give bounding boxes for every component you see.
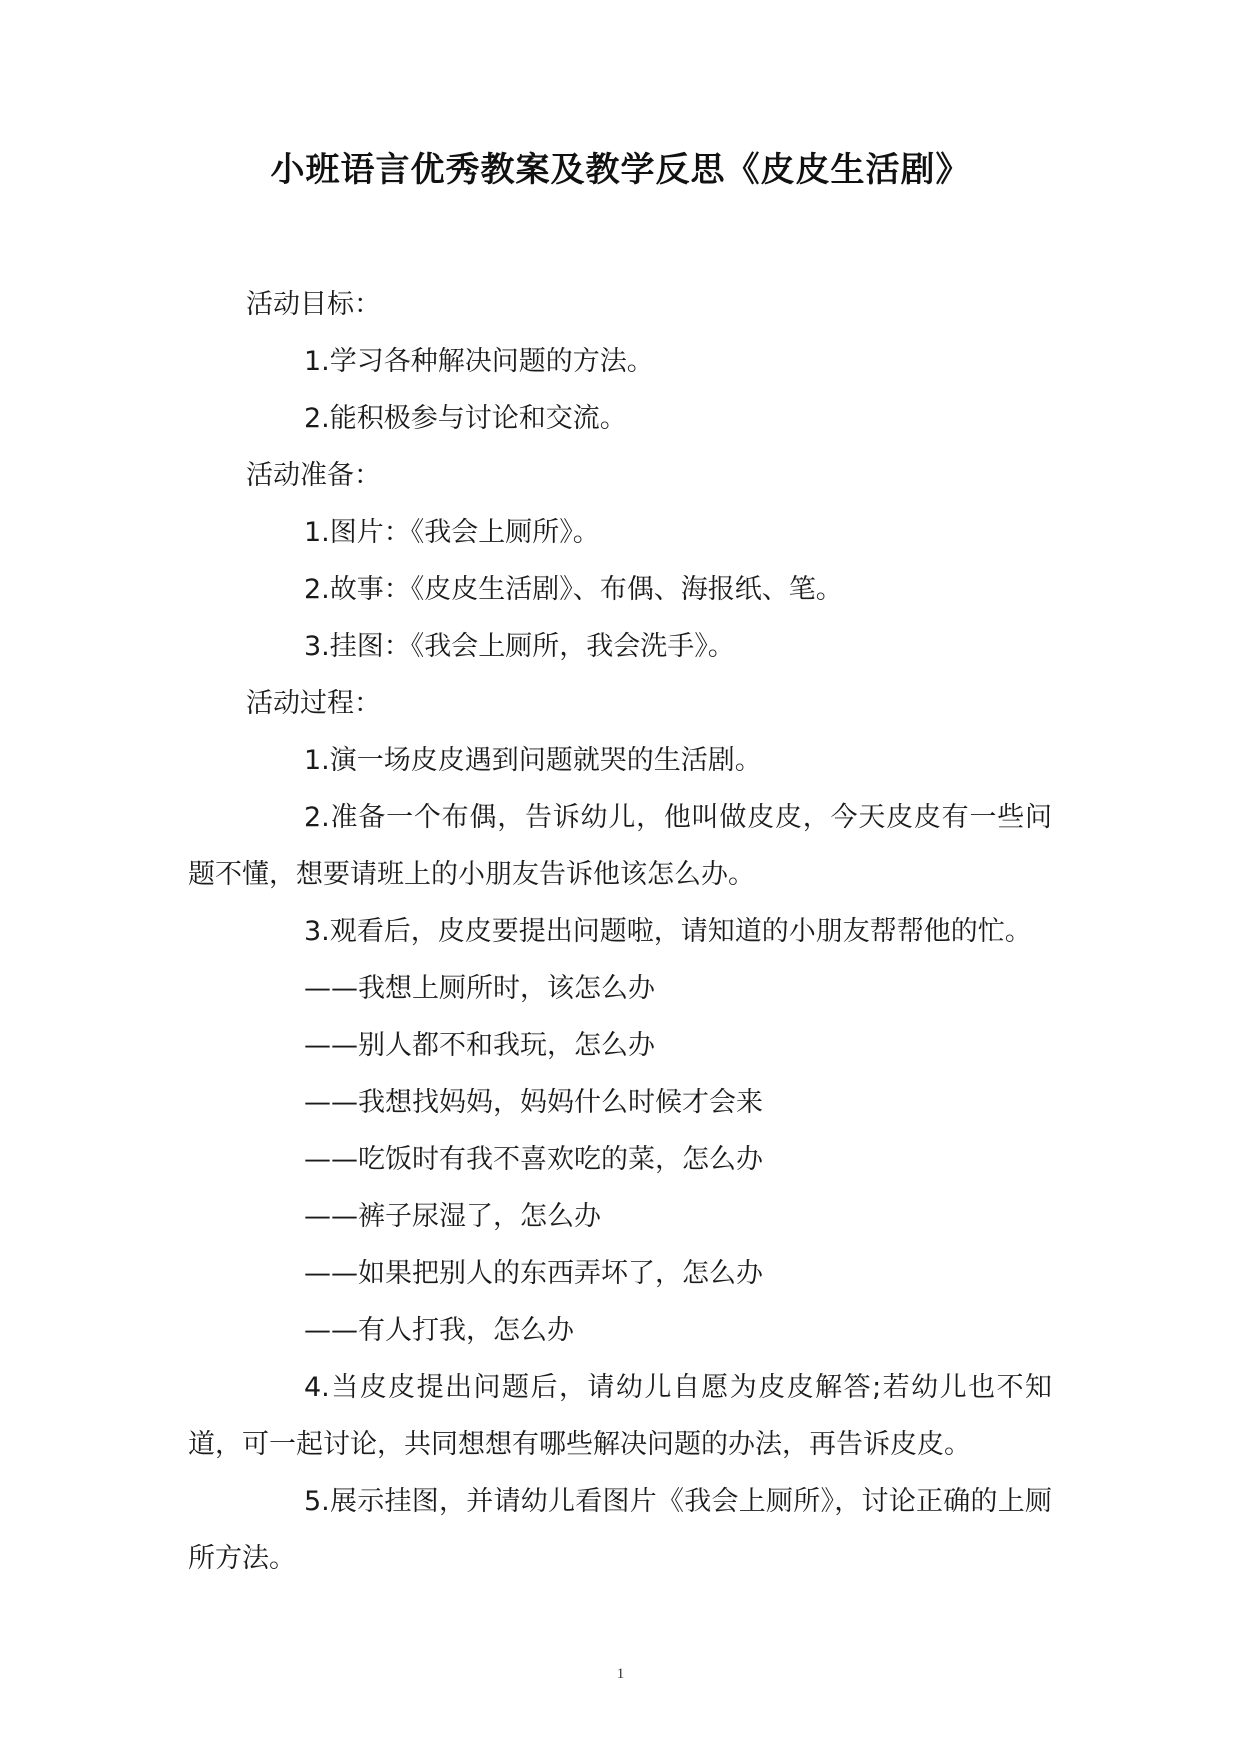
goal-item: 2.能积极参与讨论和交流。 [304,403,627,434]
process-step: 3.观看后，皮皮要提出问题啦，请知道的小朋友帮帮他的忙。 [304,916,1032,947]
preparation-item: 2.故事：《皮皮生活剧》、布偶、海报纸、笔。 [304,574,843,605]
document-body [188,276,1052,1587]
preparation-item: 1.图片：《我会上厕所》。 [304,517,600,548]
page-number: 1 [616,1666,625,1682]
goal-item: 1.学习各种解决问题的方法。 [304,346,654,377]
section-heading-goals: 活动目标： [246,289,381,320]
question-item: ——我想上厕所时，该怎么办 [304,973,655,1004]
question-item: ——如果把别人的东西弄坏了，怎么办 [304,1258,763,1289]
section-heading-process: 活动过程： [246,688,381,719]
question-item: ——我想找妈妈，妈妈什么时候才会来 [304,1087,763,1118]
question-item: ——裤子尿湿了，怎么办 [304,1201,601,1232]
question-item: ——有人打我，怎么办 [304,1315,574,1346]
question-item: ——别人都不和我玩，怎么办 [304,1030,655,1061]
section-heading-preparation: 活动准备： [246,460,381,491]
document-title: 小班语言优秀教案及教学反思《皮皮生活剧》 [270,150,971,190]
process-step: 2.准备一个布偶，告诉幼儿，他叫做皮皮，今天皮皮有一些问题不懂，想要请班上的小朋友告诉他该怎么办。 [188,802,1052,890]
preparation-item: 3.挂图：《我会上厕所，我会洗手》。 [304,631,735,662]
process-step: 4.当皮皮提出问题后，请幼儿自愿为皮皮解答;若幼儿也不知道，可一起讨论，共同想想有哪些解决问题的办法，再告诉皮皮。 [188,1372,1052,1460]
process-step: 5.展示挂图，并请幼儿看图片《我会上厕所》，讨论正确的上厕所方法。 [188,1486,1052,1574]
process-step: 1.演一场皮皮遇到问题就哭的生活剧。 [304,745,762,776]
question-item: ——吃饭时有我不喜欢吃的菜，怎么办 [304,1144,763,1175]
